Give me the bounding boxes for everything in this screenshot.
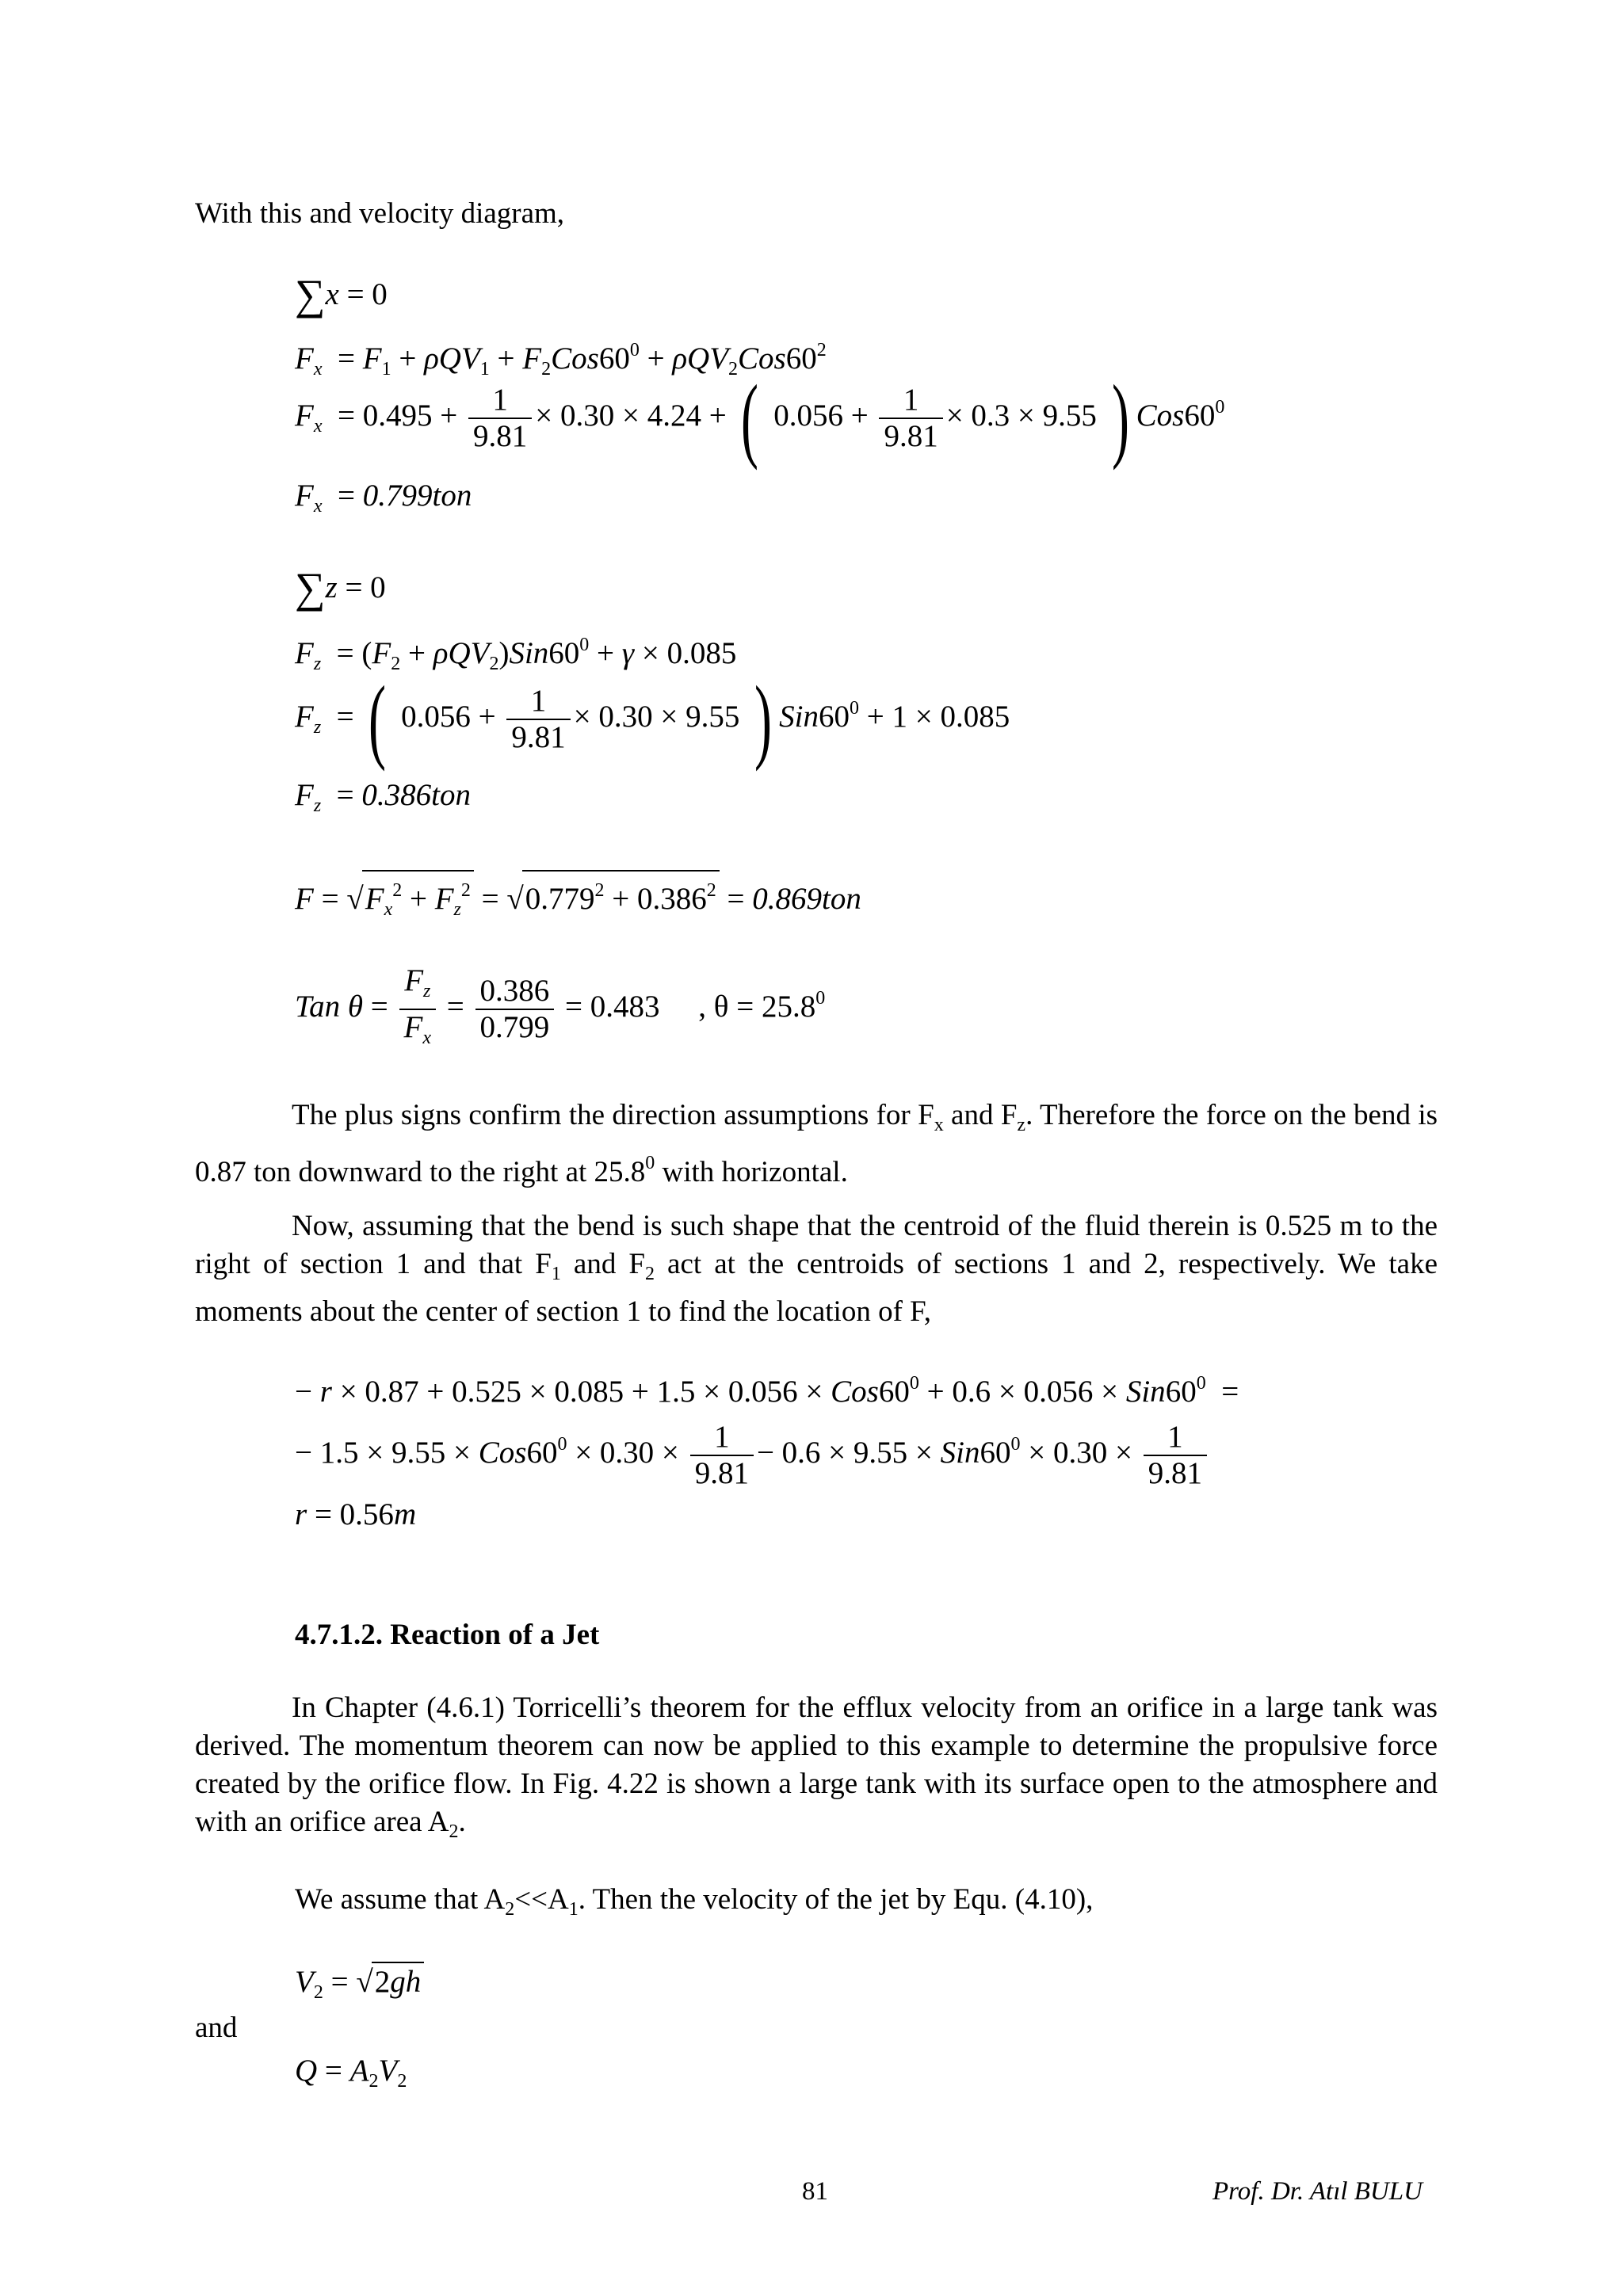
fx-result-equation: $F_x = 0.799ton$	[295, 479, 472, 517]
fz-definition-equation: $F_z = (F_2 + \rho QV_2)Sin60^0 + \gamma \times 0.085$	[295, 635, 737, 674]
footer-author: Prof. Dr. Atıl BULU	[1212, 2177, 1423, 2206]
sum-x-equation: ∑x = 0	[295, 271, 388, 318]
moment-equation-line1: − $r \times 0.87 + 0.525 \times 0.085 + 1.5 \times 0.056 \times Cos60^0 + 0.6 \times 0.056 \times Sin60^0$ =	[295, 1373, 1239, 1409]
and-label: and	[195, 2012, 238, 2044]
sum-z-equation: ∑z = 0	[295, 564, 386, 612]
paragraph-assumption: We assume that $A_2<<A_1$. Then the velocity of the jet by Equ. (4.10),	[295, 1883, 1094, 1920]
moment-equation-line2: − $1.5 \times 9.55 \times Cos60^0 \times 0.30$ × $\frac{1}{9.81}$ − $0.6 \times 9.55 \times Sin60^0 \times 0.30$ × $\frac{1}{9.81}$	[295, 1420, 1210, 1491]
q-equation: $Q = A_2V_2$	[295, 2054, 407, 2092]
v2-equation: $V_2 = √2gh$	[295, 1962, 424, 2012]
fz-result-equation: $F_z = 0.386ton$	[295, 778, 472, 816]
fx-definition-equation: $F_x = F_1 + \rho QV_1 + F_2Cos60^0 + \rho QV_2Cos60^2$	[295, 340, 827, 379]
fx-substitution-equation: $F_x = 0.495$ + $\frac{1}{9.81}$ × 0.30 × 4.24 + ( 0.056 + $\frac{1}{9.81}$ × 0.3 × 9.55 ) $Cos60^0$	[295, 365, 1225, 471]
f-magnitude-equation: $F = √F_x^2 + F_z^2 = √0.779^2 + 0.386^2 = 0.869ton$	[295, 870, 861, 929]
intro-text: With this and velocity diagram,	[195, 197, 565, 230]
tan-theta-equation: Tan θ = $\frac{F_z}{F_x}$ = $\frac{0.386}{0.799}$ = 0.483 , $\theta = 25.8^0$	[295, 963, 826, 1048]
section-heading: 4.7.1.2. Reaction of a Jet	[295, 1619, 600, 1651]
r-result-equation: r = 0.56m	[295, 1497, 417, 1531]
page-number: 81	[802, 2177, 828, 2206]
paragraph-moment-assumption: Now, assuming that the bend is such shape that the centroid of the fluid therein is 0.525 m to the right of section 1 and that $F_1$ and $F_2$ act at the centroids of sections 1 and 2, respectively. We take moments about the center of section 1 to find the location of F,	[195, 1210, 1438, 1328]
fz-substitution-equation: $F_z$ = ( 0.056 + $\frac{1}{9.81}$ × 0.30 × 9.55 ) $Sin60^0 + 1 \times 0.085$	[295, 666, 1010, 772]
paragraph-torricelli: In Chapter (4.6.1) Torricelli’s theorem for the efflux velocity from an orifice in a large tank was derived. The momentum theorem can now be applied to this example to determine the propulsive force created by the orifice flow. In Fig. 4.22 is shown a large tank with its surface open to the atmosphere and with an orifice area $A_2$.	[195, 1691, 1438, 1842]
paragraph-direction-confirmation: The plus signs confirm the direction assumptions for $F_x$ and $F_z$. Therefore the force on the bend is 0.87 ton downward to the right at 25.8$^0$ with horizontal.	[195, 1099, 1438, 1188]
